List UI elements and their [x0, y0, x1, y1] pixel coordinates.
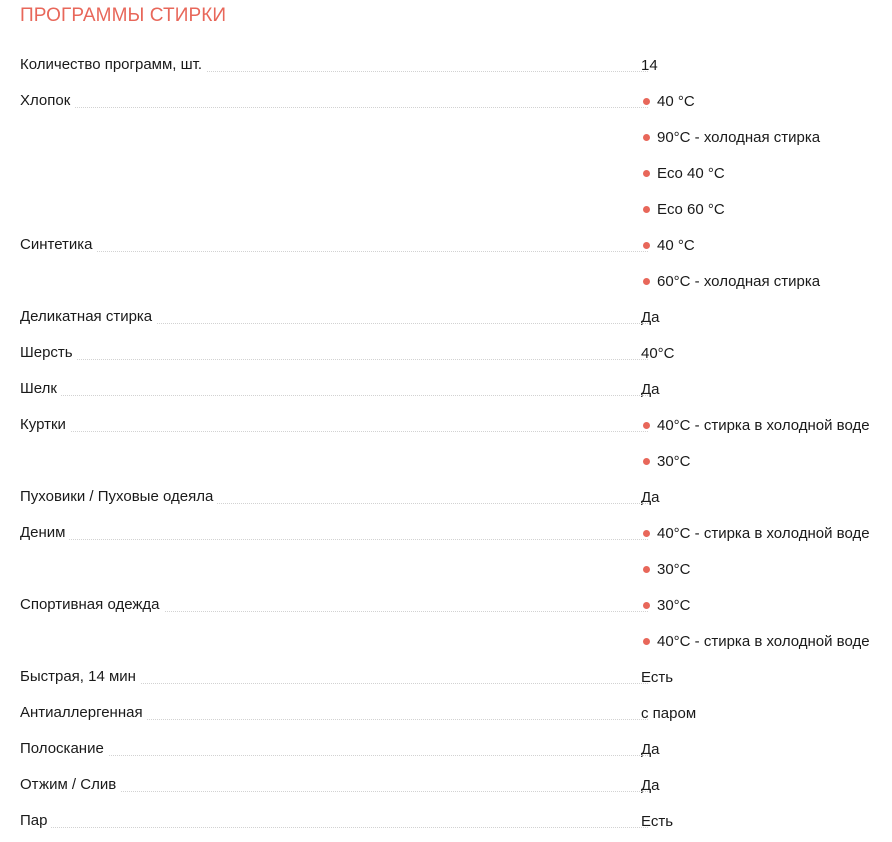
spec-value-text: Есть: [641, 812, 674, 830]
spec-value-text: 40 °C: [657, 92, 695, 110]
spec-values: [641, 587, 885, 659]
spec-value: [641, 371, 885, 407]
dot-leader: [20, 431, 648, 432]
spec-value: [641, 155, 885, 191]
spec-row: [0, 83, 892, 227]
spec-values: [641, 407, 885, 479]
spec-value: [641, 587, 885, 623]
spec-label-cell: [20, 731, 648, 767]
spec-label: Деликатная стирка: [20, 299, 156, 335]
spec-value-text: с паром: [641, 704, 697, 722]
spec-row: [0, 407, 892, 479]
spec-label: Хлопок: [20, 83, 74, 119]
spec-label: Шерсть: [20, 335, 77, 371]
bullet-icon: [643, 566, 650, 573]
spec-value-text: Да: [641, 488, 660, 506]
bullet-icon: [643, 134, 650, 141]
spec-value-text: 30°C: [657, 560, 691, 578]
spec-row: [0, 47, 892, 83]
spec-value: [641, 47, 885, 83]
spec-value-text: 90°C - холодная стирка: [657, 128, 821, 146]
spec-value-text: 40°C: [641, 344, 675, 362]
dot-leader: [20, 251, 648, 252]
spec-label: Полоскание: [20, 731, 108, 767]
spec-values: [641, 515, 885, 587]
spec-row: [0, 299, 892, 335]
spec-row: [0, 335, 892, 371]
spec-value: [641, 623, 885, 659]
spec-label-cell: [20, 335, 648, 371]
spec-value-text: Да: [641, 776, 660, 794]
spec-label-cell: [20, 515, 648, 551]
spec-label-cell: [20, 227, 648, 263]
spec-value-text: 40 °C: [657, 236, 695, 254]
dot-leader: [20, 395, 648, 396]
spec-value: [641, 335, 885, 371]
spec-label: Спортивная одежда: [20, 587, 164, 623]
spec-value: [641, 479, 885, 515]
spec-label: Куртки: [20, 407, 70, 443]
bullet-icon: [643, 458, 650, 465]
spec-value-text: 30°C: [657, 452, 691, 470]
spec-label-cell: [20, 803, 648, 839]
spec-label-cell: [20, 695, 648, 731]
bullet-icon: [643, 206, 650, 213]
spec-label: Отжим / Слив: [20, 767, 120, 803]
spec-label-cell: [20, 47, 648, 83]
spec-values: [641, 659, 885, 695]
dot-leader: [20, 359, 648, 360]
spec-value: [641, 731, 885, 767]
dot-leader: [20, 539, 648, 540]
spec-row: [0, 695, 892, 731]
dot-leader: [20, 827, 648, 828]
spec-value: [641, 551, 885, 587]
spec-label: Антиаллергенная: [20, 695, 147, 731]
dot-leader: [20, 755, 648, 756]
spec-label-cell: [20, 479, 648, 515]
spec-values: [641, 767, 885, 803]
spec-value-text: 40°C - стирка в холодной воде: [657, 416, 870, 434]
spec-row: [0, 659, 892, 695]
spec-value: [641, 443, 885, 479]
spec-row: [0, 371, 892, 407]
spec-values: [641, 47, 885, 83]
spec-values: [641, 731, 885, 767]
bullet-icon: [643, 170, 650, 177]
spec-value: [641, 767, 885, 803]
spec-label-cell: [20, 299, 648, 335]
spec-value: [641, 227, 885, 263]
spec-values: [641, 227, 885, 299]
spec-label: Количество программ, шт.: [20, 47, 206, 83]
spec-label-cell: [20, 587, 648, 623]
spec-label-cell: [20, 767, 648, 803]
spec-value: [641, 83, 885, 119]
spec-values: [641, 335, 885, 371]
spec-values: [641, 371, 885, 407]
spec-row: [0, 731, 892, 767]
spec-label: Быстрая, 14 мин: [20, 659, 140, 695]
spec-value: [641, 263, 885, 299]
spec-value-text: Eco 40 °C: [657, 164, 725, 182]
spec-value-text: 60°C - холодная стирка: [657, 272, 821, 290]
spec-value: [641, 407, 885, 443]
spec-row: [0, 767, 892, 803]
bullet-icon: [643, 278, 650, 285]
spec-label: Пуховики / Пуховые одеяла: [20, 479, 217, 515]
spec-value: [641, 803, 885, 839]
spec-row: [0, 587, 892, 659]
spec-label-cell: [20, 407, 648, 443]
spec-value: [641, 515, 885, 551]
spec-row: [0, 227, 892, 299]
spec-value-text: Есть: [641, 668, 674, 686]
spec-values: [641, 83, 885, 227]
spec-row: [0, 803, 892, 839]
spec-row: [0, 515, 892, 587]
spec-label: Пар: [20, 803, 51, 839]
spec-row: [0, 479, 892, 515]
spec-value: [641, 119, 885, 155]
bullet-icon: [643, 638, 650, 645]
spec-values: [641, 479, 885, 515]
spec-value: [641, 299, 885, 335]
spec-label-cell: [20, 371, 648, 407]
spec-label: Синтетика: [20, 227, 97, 263]
spec-value-text: 30°C: [657, 596, 691, 614]
spec-value: [641, 695, 885, 731]
spec-value-text: Да: [641, 308, 660, 326]
spec-value-text: Да: [641, 740, 660, 758]
section-title: ПРОГРАММЫ СТИРКИ: [20, 5, 227, 26]
spec-label: Шелк: [20, 371, 61, 407]
spec-value-text: 14: [641, 56, 658, 74]
spec-list: [0, 47, 892, 839]
spec-values: [641, 299, 885, 335]
spec-label: Деним: [20, 515, 69, 551]
spec-value-text: 40°C - стирка в холодной воде: [657, 524, 870, 542]
spec-label-cell: [20, 83, 648, 119]
spec-value: [641, 659, 885, 695]
spec-value-text: 40°C - стирка в холодной воде: [657, 632, 870, 650]
spec-value-text: Eco 60 °C: [657, 200, 725, 218]
spec-values: [641, 803, 885, 839]
dot-leader: [20, 107, 648, 108]
spec-value: [641, 191, 885, 227]
spec-value-text: Да: [641, 380, 660, 398]
spec-values: [641, 695, 885, 731]
spec-label-cell: [20, 659, 648, 695]
